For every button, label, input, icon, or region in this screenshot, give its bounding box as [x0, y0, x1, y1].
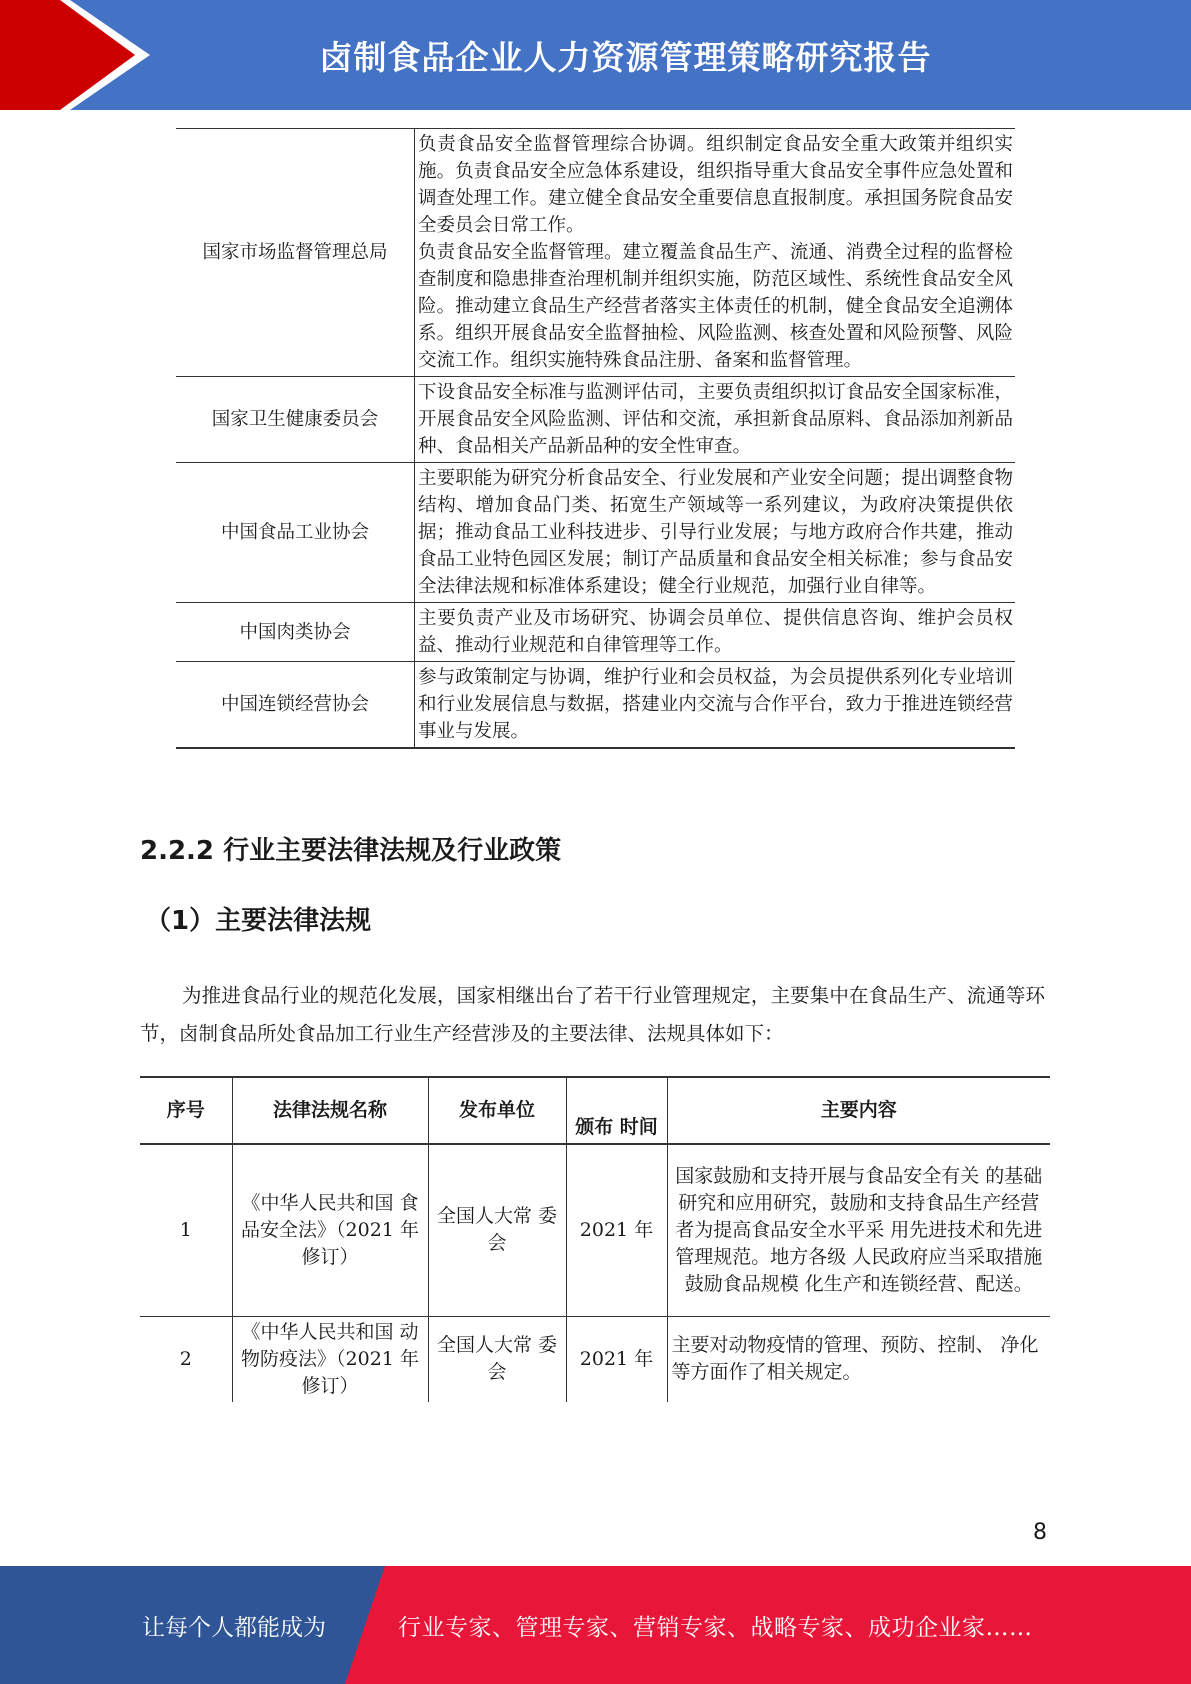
subsection-heading: （1）主要法律法规 — [145, 906, 372, 936]
cell-time: 2021 年 — [566, 1316, 667, 1402]
agency-name: 国家卫生健康委员会 — [176, 377, 415, 463]
cell-no: 1 — [140, 1144, 232, 1316]
agency-table — [176, 128, 1015, 749]
cell-no: 2 — [140, 1316, 232, 1402]
cell-time: 2021 年 — [566, 1144, 667, 1316]
agency-duties — [415, 129, 1016, 377]
agency-duties: 参与政策制定与协调，维护行业和会员权益，为会员提供系列化专业培训和行业发展信息与数据，搭建业内交流与合作平台，致力于推进连锁经营事业与发展。 — [415, 662, 1016, 749]
cell-content: 国家鼓励和支持开展与食品安全有关 的基础研究和应用研究，鼓励和支持食品生产经营者为提高食品安全水平采 用先进技术和先进管理规范。地方各级 人民政府应当采取措施鼓励食品规模 化生产和连锁经营、配送。 — [667, 1144, 1050, 1316]
column-header-name: 法律法规名称 — [232, 1077, 428, 1144]
table-row — [140, 1316, 1050, 1402]
agency-duties-text: 负责食品安全监督管理综合协调。组织制定食品安全重大政策并组织实施。负责食品安全应急体系建设，组织指导重大食品安全事件应急处置和调查处理工作。建立健全食品安全重要信息直报制度。承担国务院食品安全委员会日常工作。 — [418, 134, 1013, 236]
table-row — [176, 377, 1015, 463]
cell-issuer: 全国人大常 委会 — [428, 1144, 566, 1316]
table-row — [176, 603, 1015, 662]
column-header-time: 颁布 时间 — [566, 1077, 667, 1144]
law-table — [140, 1076, 1050, 1402]
agency-duties: 下设食品安全标准与监测评估司，主要负责组织拟订食品安全国家标准，开展食品安全风险监测、评估和交流，承担新食品原料、食品添加剂新品种、食品相关产品新品种的安全性审查。 — [415, 377, 1016, 463]
table-row — [176, 129, 1015, 377]
page-number: 8 — [1033, 1520, 1047, 1545]
column-header-issuer: 发布单位 — [428, 1077, 566, 1144]
cell-name: 《中华人民共和国 动物防疫法》（2021 年修订） — [232, 1316, 428, 1402]
table-row — [176, 662, 1015, 749]
report-title: 卤制食品企业人力资源管理策略研究报告 — [319, 37, 932, 77]
header-banner — [0, 0, 1191, 110]
section-heading: 2.2.2 行业主要法律法规及行业政策 — [140, 836, 562, 866]
header-arrow-decoration — [0, 0, 150, 110]
footer-slogan-right: 行业专家、管理专家、营销专家、战略专家、成功企业家…… — [398, 1614, 1033, 1641]
agency-duties: 主要职能为研究分析食品安全、行业发展和产业安全问题；提出调整食物结构、增加食品门类、拓宽生产领域等一系列建议，为政府决策提供依据；推动食品工业科技进步、引导行业发展；与地方政府合作共建，推动食品工业特色园区发展；制订产品质量和食品安全相关标准；参与食品安全法律法规和标准体系建设；健全行业规范，加强行业自律等。 — [415, 463, 1016, 603]
agency-duties: 主要负责产业及市场研究、协调会员单位、提供信息咨询、维护会员权益、推动行业规范和自律管理等工作。 — [415, 603, 1016, 662]
table-row — [140, 1144, 1050, 1316]
agency-name: 中国连锁经营协会 — [176, 662, 415, 749]
body-paragraph: 为推进食品行业的规范化发展，国家相继出台了若干行业管理规定，主要集中在食品生产、流通等环节，卤制食品所处食品加工行业生产经营涉及的主要法律、法规具体如下： — [140, 984, 1045, 1045]
column-header-content: 主要内容 — [667, 1077, 1050, 1144]
column-header-no: 序号 — [140, 1077, 232, 1144]
cell-issuer: 全国人大常 委会 — [428, 1316, 566, 1402]
agency-name: 中国肉类协会 — [176, 603, 415, 662]
cell-name: 《中华人民共和国 食品安全法》（2021 年修订） — [232, 1144, 428, 1316]
agency-duties-text: 负责食品安全监督管理。建立覆盖食品生产、流通、消费全过程的监督检查制度和隐患排查治理机制并组织实施，防范区域性、系统性食品安全风险。推动建立食品生产经营者落实主体责任的机制，健全食品安全追溯体系。组织开展食品安全监督抽检、风险监测、核查处置和风险预警、风险交流工作。组织实施特殊食品注册、备案和监督管理。 — [418, 242, 1013, 371]
agency-name: 中国食品工业协会 — [176, 463, 415, 603]
agency-name: 国家市场监督管理总局 — [176, 129, 415, 377]
footer-banner — [0, 1566, 1191, 1684]
footer-slogan-left: 让每个人都能成为 — [142, 1614, 326, 1641]
table-row — [176, 463, 1015, 603]
table-header-row — [140, 1077, 1050, 1144]
cell-content: 主要对动物疫情的管理、预防、控制、 净化等方面作了相关规定。 — [667, 1316, 1050, 1402]
